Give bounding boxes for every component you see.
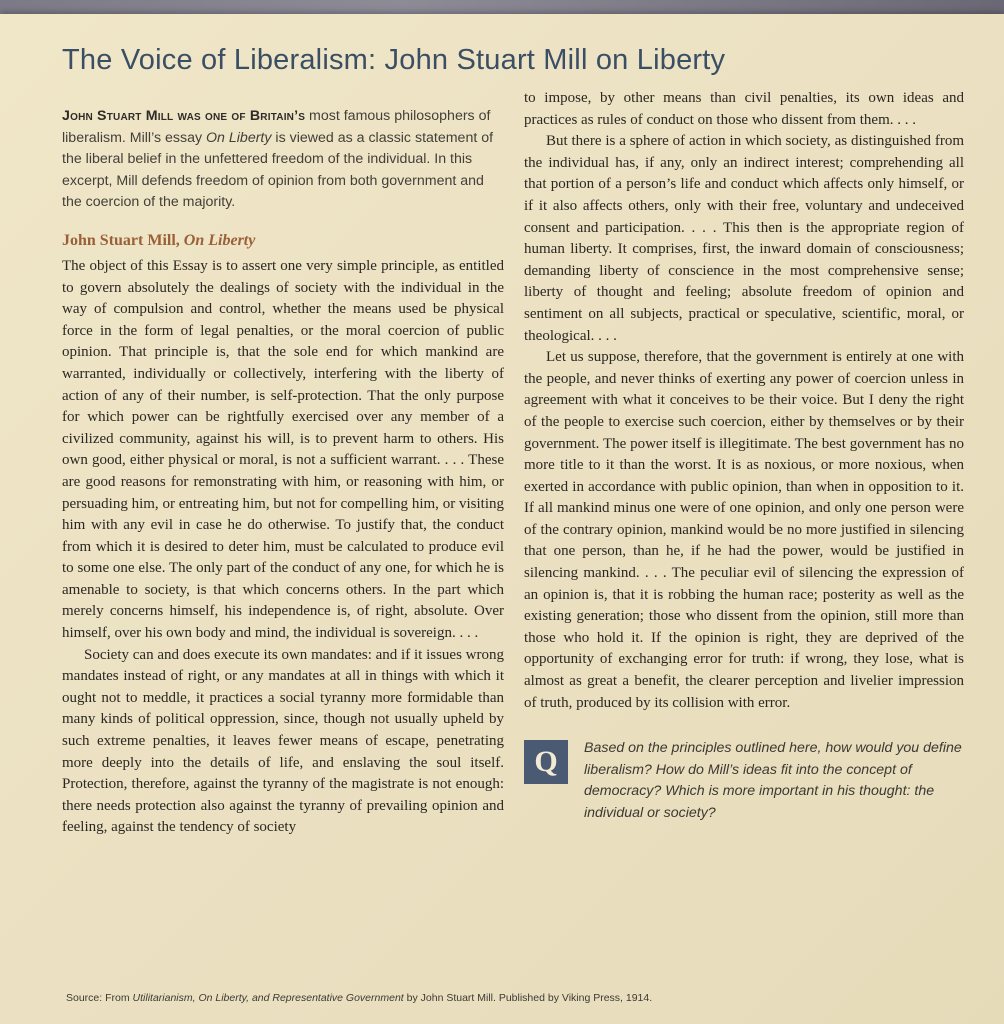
source-text-1: Source: From xyxy=(66,992,133,1004)
excerpt-author: John Stuart Mill, xyxy=(62,231,184,249)
question-text: Based on the principles outlined here, how would you define liberalism? How do Mill’s ideas fit into the concept of democracy? Which is more important in his thought: the individual or society? xyxy=(584,740,962,821)
source-citation xyxy=(66,992,946,1004)
excerpt-paragraph-2-continued: to impose, by other means than civil penalties, its own ideas and practices as rules of conduct on those who dissent from them. . . . xyxy=(524,90,964,128)
excerpt-work-title: On Liberty xyxy=(183,231,256,249)
question-icon: Q xyxy=(524,740,568,784)
excerpt-paragraph-1: The object of this Essay is to assert one very simple principle, as entitled to govern absolutely the dealings of society with the individual in the way of compulsion and control, whether the means used be physical force in the form of legal penalties, or the moral coercion of public opinion. That principle is, that the sole end for which mankind are warranted, individually or collectively, interfering with the liberty of action of any of their number, is self-protection. That the only purpose for which power can be rightfully exercised over any member of a civilized community, against his will, is to prevent harm to others. His own good, either physical or moral, is not a sufficient warrant. . . . These are good reasons for remonstrating with him, or reasoning with him, or persuading him, or entreating him, but not for compelling him, or visiting him with any evil in case he do otherwise. To justify that, the conduct from which it is desired to deter him, must be calculated to produce evil to some one else. The only part of the conduct of any one, for which he is amenable to society, is that which concerns others. In the part which merely concerns himself, his independence is, of right, absolute. Over himself, over his own body and mind, the individual is sovereign. . . . xyxy=(62,257,504,642)
source-text-2: by John Stuart Mill. Published by Viking Press, 1914. xyxy=(403,992,653,1004)
page-title: The Voice of Liberalism: John Stuart Mill on Liberty xyxy=(62,44,726,76)
question-box xyxy=(524,738,964,824)
left-column xyxy=(62,106,504,839)
intro-text-1: most famous philosophers of liberalism. Mill’s essay xyxy=(62,108,491,146)
textbook-page xyxy=(0,14,1004,1024)
excerpt-paragraph-3: But there is a sphere of action in which society, as distinguished from the individual has, if any, only an indirect interest; comprehending all that portion of a person’s life and conduct which affects only himself, or if it also affects others, only with their free, voluntary and undeceived consent and participation. . . . This then is the appropriate region of human liberty. It comprises, first, the inward domain of consciousness; demanding liberty of conscience in the most comprehensive sense; liberty of thought and feeling; absolute freedom of opinion and sentiment on all subjects, practical or speculative, scientific, moral, or theological. . . . xyxy=(524,133,964,344)
right-column xyxy=(524,88,964,825)
excerpt-heading xyxy=(62,232,504,250)
excerpt-paragraph-4: Let us suppose, therefore, that the government is entirely at one with the people, and never thinks of exerting any power of coercion unless in agreement with what it conceives to be their voice. But I deny the right of the people to exercise such coercion, either by themselves or by their government. The power itself is illegitimate. The best government has no more title to it than the worst. It is as noxious, or more noxious, when exerted in accordance with public opinion, than when in opposition to it. If all mankind minus one were of one opinion, and only one person were of the contrary opinion, mankind would be no more justified in silencing that one person, than he, if he had the power, would be justified in silencing mankind. . . . The peculiar evil of silencing the expression of an opinion is, that it is robbing the human race; posterity as well as the existing generation; those who dissent from the opinion, still more than those who hold it. If the opinion is right, they are deprived of the opportunity of exchanging error for truth: if wrong, they lose, what is almost as great a benefit, the clearer perception and livelier impression of truth, produced by its collision with error. xyxy=(524,349,964,711)
excerpt-paragraph-2: Society can and does execute its own mandates: and if it issues wrong mandates instead of right, or any mandates at all in things with which it ought not to meddle, it practices a social tyranny more formidable than many kinds of political oppression, since, though not usually upheld by such extreme penalties, it leaves fewer means of escape, penetrating more deeply into the details of life, and enslaving the soul itself. Protection, therefore, against the tyranny of the magistrate is not enough: there needs protection also against the tyranny of prevailing opinion and feeling, against the tendency of society xyxy=(62,646,504,836)
intro-text-2: is viewed as a classic statement of the liberal belief in the unfettered freedom of the individual. In this excerpt, Mill defends freedom of opinion from both government and the coercion of the majority. xyxy=(62,129,494,211)
intro-paragraph xyxy=(62,106,504,214)
source-work-title: Utilitarianism, On Liberty, and Representative Government xyxy=(132,992,404,1004)
intro-work-title: On Liberty xyxy=(206,129,272,146)
intro-lead: John Stuart Mill was one of Britain’s xyxy=(62,108,306,124)
